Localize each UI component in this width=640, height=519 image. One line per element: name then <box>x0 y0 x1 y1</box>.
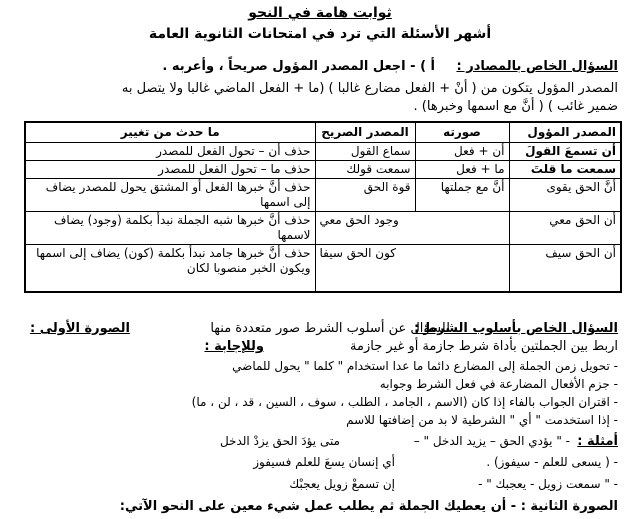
example-1-input: - " يؤدي الحق – يزيد الدخل " – <box>413 434 570 448</box>
bullet-3: - اقتران الجواب بالفاء إذا كان (الاسم ، الجامد ، الطلب ، سوف ، السين ، قد ، لن ، ما) <box>191 395 618 409</box>
bullet-1: - تحويل زمن الجملة إلى المضارع دائما ما عدا استخدام " كلما " يحول للماضي <box>232 359 618 373</box>
table-row <box>25 179 621 212</box>
example-1-answer: متى يؤدَ الحق يزدْ الدخل <box>219 434 340 448</box>
cell-change: حذف أنَّ خبرها الفعل أو المشتق يحول للمصدر يضاف إلى اسمها <box>25 179 315 212</box>
example-3-answer: إن تسمعْ زويل يعجبْك <box>289 477 395 491</box>
cell-sarih: سماع القول <box>315 143 415 161</box>
cell-change: حذف أن – تحول الفعل للمصدر <box>25 143 315 161</box>
cell-mu2awwal: أن الحق معي <box>509 212 621 245</box>
header-change: ما حدث من تغيير <box>25 122 315 143</box>
table-row <box>25 245 621 293</box>
cell-form: أنَّ مع جملتها <box>415 179 509 212</box>
example-2-answer: أي إنسان يسعَ للعلم فسيفوز <box>253 455 395 469</box>
cell-change: حذف أنَّ خبرها جامد نبدأ بكلمة (كون) يضاف إلى اسمها ويكون الخبر منصوبا لكان <box>25 245 315 293</box>
cell-form: أن + فعل <box>415 143 509 161</box>
page-title: ثوابت هامة في النحو <box>248 5 392 21</box>
table-row <box>25 212 621 245</box>
section2-intro: للسؤال عن أسلوب الشرط صور متعددة منها <box>210 321 450 336</box>
cell-sarih: وجود الحق معي <box>315 212 509 245</box>
cell-mu2awwal: أنَّ الحق يقوى <box>509 179 621 212</box>
cell-mu2awwal: أن الحق سيف <box>509 245 621 293</box>
section2-heading: السؤال الخاص بأسلوب الشرط : <box>413 321 618 336</box>
cell-mu2awwal: أن تسمعَ القولَ <box>509 143 621 161</box>
table-row <box>25 161 621 179</box>
form2-line: الصورة الثانية : - أن يعطيك الجملة ثم يطلب عمل شيء معين على النحو الآتي: <box>119 499 618 514</box>
header-sarih: المصدر الصريح <box>315 122 415 143</box>
table-row <box>25 143 621 161</box>
bullet-4: - إذا استخدمت " أي " الشرطية لا بد من إضافتها للاسم <box>346 413 618 427</box>
example-3-input: - " سمعت زويل - يعجبك " - <box>478 477 618 491</box>
section2-line1: اربط بين الجملتين بأداة شرط جازمة أو غير جازمة <box>350 339 618 354</box>
section1-task: أ ) - اجعل المصدر المؤول صريحاً ، وأعربه . <box>162 59 435 74</box>
cell-sarih: كون الحق سيفا <box>315 245 509 293</box>
page-subtitle: أشهر الأسئلة التي ترد في امتحانات الثانوية العامة <box>148 26 492 42</box>
examples-label: أمثلة : <box>577 434 618 449</box>
header-mu2awwal: المصدر المؤول <box>509 122 621 143</box>
cell-mu2awwal: سمعت ما قلتَ <box>509 161 621 179</box>
bullet-2: - جزم الأفعال المضارعة في فعل الشرط وجوابه <box>379 377 618 391</box>
table-header-row <box>25 122 621 143</box>
section1-desc-line1: المصدر المؤول يتكون من ( أنْ + الفعل مضارع غالبا ) (ما + الفعل الماضي غالبا ولا يتصل به <box>121 81 618 96</box>
cell-sarih: سمعت قولك <box>315 161 415 179</box>
cell-change: حذف أنَّ خبرها شبه الجملة نبدأ بكلمة (وجود) يضاف لاسمها <box>25 212 315 245</box>
masdar-table <box>24 121 622 293</box>
section1-heading: السؤال الخاص بالمصادر : <box>456 59 618 74</box>
header-form: صورته <box>415 122 509 143</box>
example-2-input: - ( يسعى للعلم - سيفوز) . <box>486 455 618 469</box>
section1-desc-line2: ضمير غائب ) ( أنَّ مع اسمها وخبرها) . <box>413 99 618 114</box>
answer-label: وللإجابة : <box>204 339 264 354</box>
form1-label: الصورة الأولى : <box>30 321 130 336</box>
cell-form: ما + فعل <box>415 161 509 179</box>
cell-change: حذف ما – تحول الفعل للمصدر <box>25 161 315 179</box>
cell-sarih: قوة الحق <box>315 179 415 212</box>
